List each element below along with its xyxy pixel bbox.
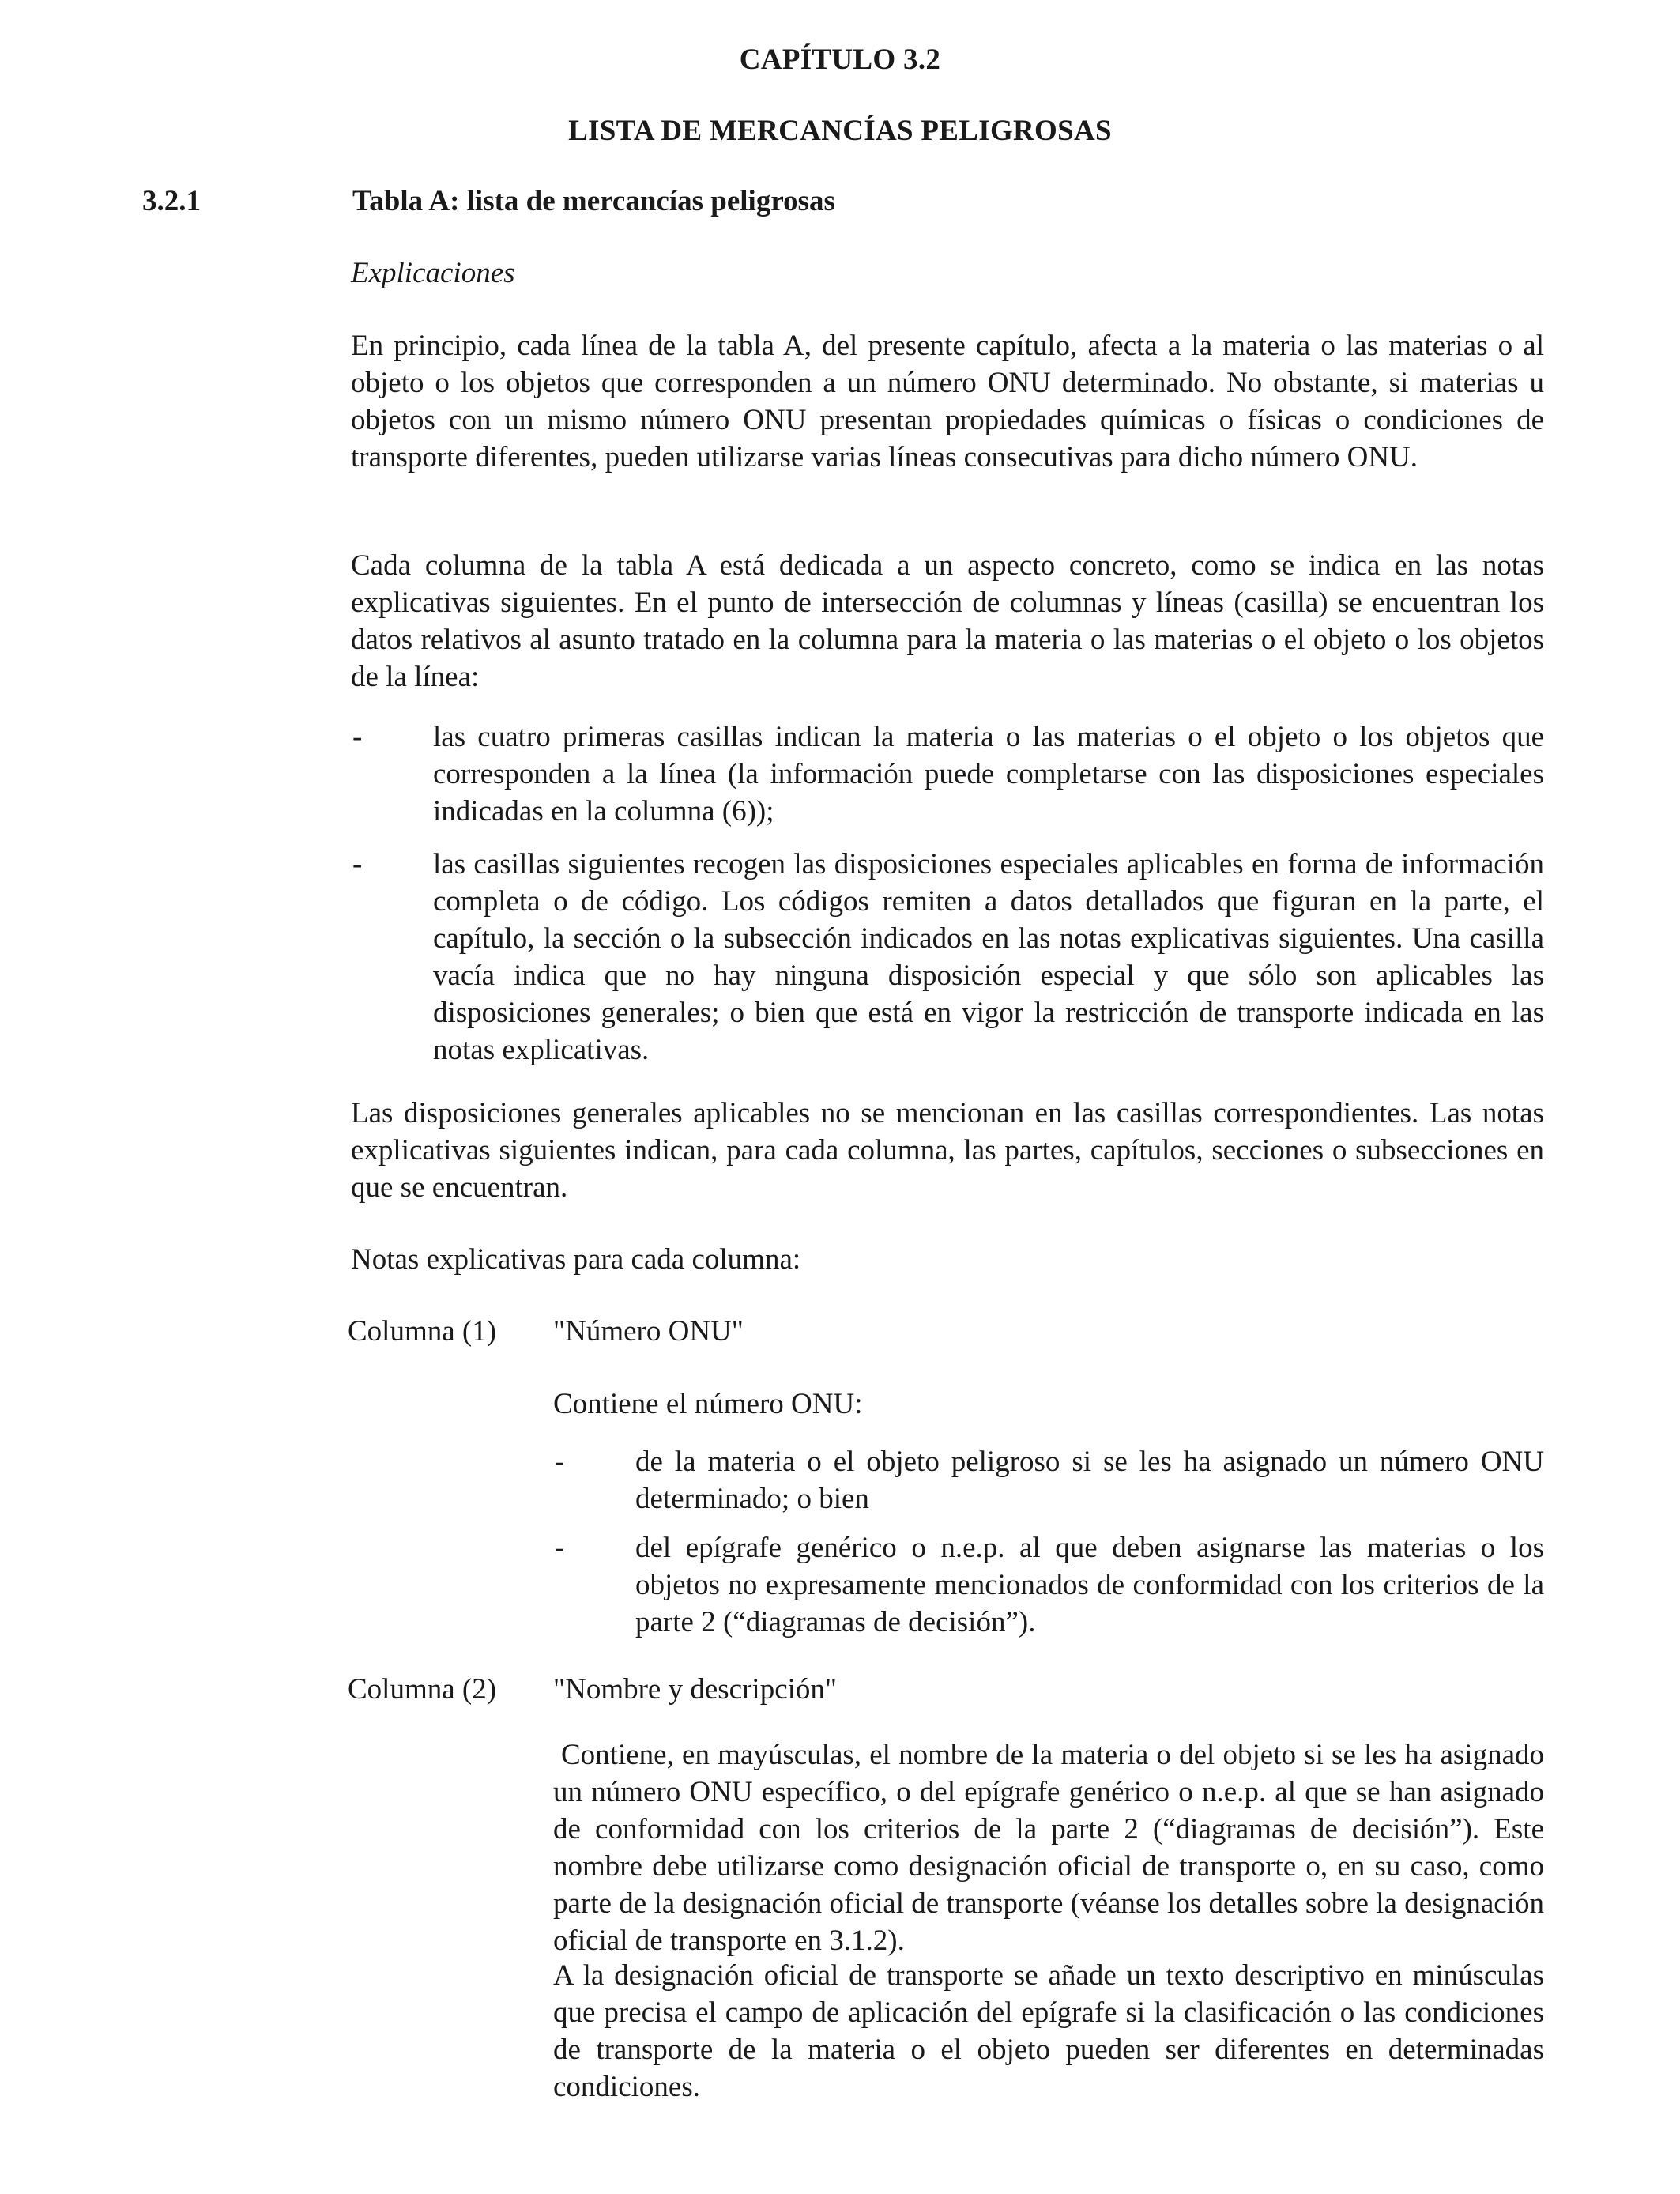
bullet-dash: -	[555, 1446, 565, 1478]
columns-paragraph: Cada columna de la tabla A está dedicada a un aspecto concreto, como se indica en las notas explicativas siguientes. En el punto de intersección de columnas y líneas (casilla) se encuentran los datos relativos al asunto tratado en la columna para la materia o las materias o el objeto o los objetos de la línea:	[351, 549, 1544, 693]
column-1-bullet-text: de la materia o el objeto peligroso si se les ha asignado un número ONU determinado; o bien	[635, 1446, 1544, 1515]
section-subtitle: Explicaciones	[351, 257, 515, 289]
section-title: Tabla A: lista de mercancías peligrosas	[352, 185, 835, 217]
chapter-title: CAPÍTULO 3.2	[739, 43, 941, 76]
column-2-description: Contiene, en mayúsculas, el nombre de la materia o del objeto si se les ha asignado un número ONU específico, o del epígrafe genérico o n.e.p. al que se han asignado de conformidad con los criterios de la parte 2 (“diagramas de decisión”). Este nombre debe utilizarse como designación oficial de transporte o, en su caso, como parte de la designación oficial de transporte (véanse los detalles sobre la designación oficial de transporte en 3.1.2).	[553, 1739, 1544, 1957]
bullet-dash: -	[555, 1532, 565, 1564]
section-number: 3.2.1	[142, 185, 201, 217]
column-2-name: "Nombre y descripción"	[553, 1673, 837, 1706]
page-title: LISTA DE MERCANCÍAS PELIGROSAS	[568, 115, 1112, 147]
bullet-dash: -	[352, 721, 363, 753]
intro-paragraph: En principio, cada línea de la tabla A, del presente capítulo, afecta a la materia o las materias o al objeto o los objetos que corresponden a un número ONU determinado. No obstante, si materias u objetos con un mismo número ONU presentan propiedades químicas o físicas o condiciones de transporte diferentes, pueden utilizarse varias líneas consecutivas para dicho número ONU.	[351, 330, 1544, 473]
column-2-label: Columna (2)	[348, 1673, 497, 1706]
column-1-name: "Número ONU"	[553, 1315, 744, 1348]
column-1-label: Columna (1)	[348, 1315, 497, 1348]
general-provisions-paragraph: Las disposiciones generales aplicables no se mencionan en las casillas correspondientes. Las notas explicativas siguientes indican, para cada columna, las partes, capítulos, secciones o subsecciones en que se encuentran.	[351, 1097, 1544, 1204]
notes-heading: Notas explicativas para cada columna:	[351, 1243, 801, 1276]
column-1-bullet-text: del epígrafe genérico o n.e.p. al que deben asignarse las materias o los objetos no expresamente mencionados de conformidad con los criterios de la parte 2 (“diagramas de decisión”).	[635, 1532, 1544, 1638]
column-1-intro: Contiene el número ONU:	[553, 1388, 863, 1420]
bullet-text: las casillas siguientes recogen las disposiciones especiales aplicables en forma de información completa o de código. Los códigos remiten a datos detallados que figuran en la parte, el capítulo, la sección o la subsección indicados en las notas explicativas siguientes. Una casilla vacía indica que no hay ninguna disposición especial y que sólo son aplicables las disposiciones generales; o bien que está en vigor la restricción de transporte indicada en las notas explicativas.	[433, 848, 1544, 1066]
bullet-text: las cuatro primeras casillas indican la materia o las materias o el objeto o los objetos que corresponden a la línea (la información puede completarse con las disposiciones especiales indicadas en la columna (6));	[433, 721, 1544, 827]
column-2-description-extra: A la designación oficial de transporte se añade un texto descriptivo en minúsculas que precisa el campo de aplicación del epígrafe si la clasificación o las condiciones de transporte de la materia o el objeto pueden ser diferentes en determinadas condiciones.	[553, 1959, 1544, 2103]
bullet-dash: -	[352, 848, 363, 880]
